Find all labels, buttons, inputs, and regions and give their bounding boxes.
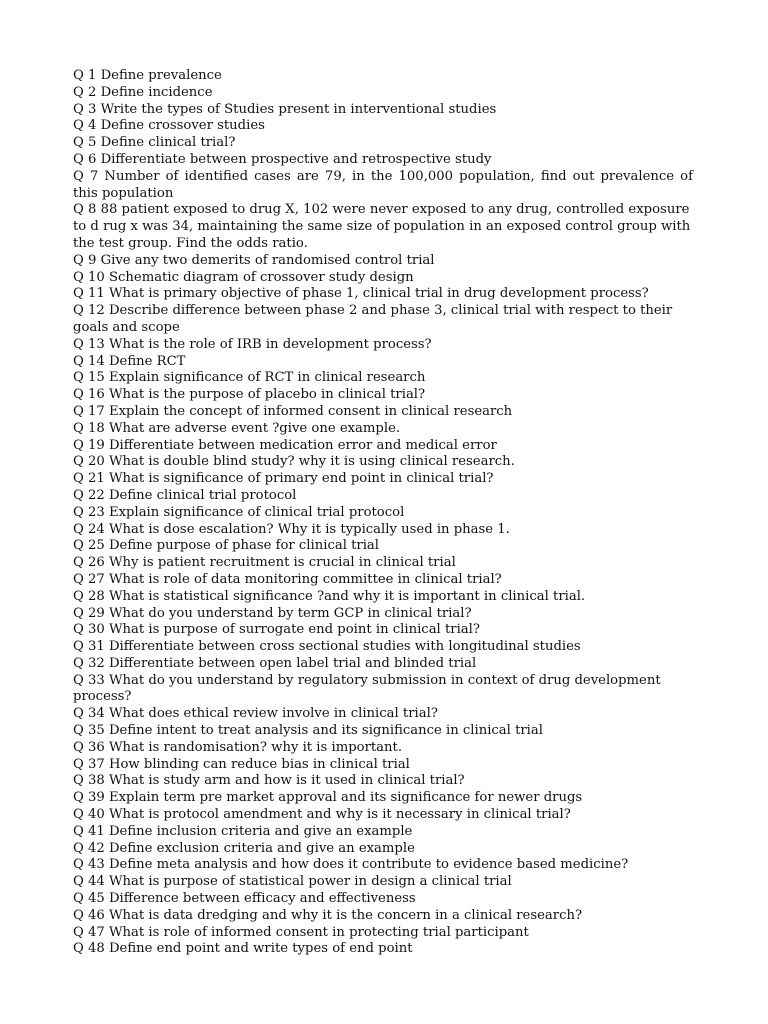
question-list — [73, 68, 693, 958]
question-15: Q 15 Explain significance of RCT in clinical research — [73, 370, 426, 386]
question-27: Q 27 What is role of data monitoring committee in clinical trial? — [73, 571, 502, 587]
question-8: Q 8 88 patient exposed to drug X, 102 were never exposed to any drug, controlled exposure to d rug x was 34, maintaining the same size of population in an exposed control group with the test group. Find the odds ratio. — [73, 202, 691, 251]
question-21: Q 21 What is significance of primary end point in clinical trial? — [73, 471, 494, 487]
question-18: Q 18 What are adverse event ?give one example. — [73, 420, 401, 436]
question-43: Q 43 Define meta analysis and how does it contribute to evidence based medicine? — [73, 857, 629, 873]
question-33: Q 33 What do you understand by regulatory submission in context of drug development process? — [73, 672, 661, 705]
question-17: Q 17 Explain the concept of informed consent in clinical research — [73, 403, 513, 419]
question-26: Q 26 Why is patient recruitment is crucial in clinical trial — [73, 555, 456, 571]
question-24: Q 24 What is dose escalation? Why it is typically used in phase 1. — [73, 521, 510, 537]
question-35: Q 35 Define intent to treat analysis and its significance in clinical trial — [73, 723, 543, 739]
question-38: Q 38 What is study arm and how is it used in clinical trial? — [73, 773, 465, 789]
question-5: Q 5 Define clinical trial? — [73, 135, 236, 151]
question-32: Q 32 Differentiate between open label trial and blinded trial — [73, 655, 477, 671]
question-12: Q 12 Describe difference between phase 2 and phase 3, clinical trial with respect to their goals and scope — [73, 303, 673, 335]
question-10: Q 10 Schematic diagram of crossover study design — [73, 269, 414, 285]
question-25: Q 25 Define purpose of phase for clinical trial — [73, 538, 380, 554]
question-29: Q 29 What do you understand by term GCP in clinical trial? — [73, 605, 472, 621]
question-14: Q 14 Define RCT — [73, 353, 186, 369]
question-20: Q 20 What is double blind study? why it is using clinical research. — [73, 454, 515, 470]
question-48: Q 48 Define end point and write types of end point — [73, 941, 413, 957]
question-19: Q 19 Differentiate between medication error and medical error — [73, 437, 497, 453]
question-31: Q 31 Differentiate between cross sectional studies with longitudinal studies — [73, 639, 581, 655]
question-34: Q 34 What does ethical review involve in clinical trial? — [73, 706, 438, 722]
question-9: Q 9 Give any two demerits of randomised control trial — [73, 252, 435, 268]
question-47: Q 47 What is role of informed consent in protecting trial participant — [73, 924, 529, 940]
question-39: Q 39 Explain term pre market approval and its significance for newer drugs — [73, 790, 583, 806]
question-11: Q 11 What is primary objective of phase 1, clinical trial in drug development process? — [73, 286, 649, 302]
question-28: Q 28 What is statistical significance ?and why it is important in clinical trial. — [73, 588, 586, 604]
question-7: Q 7 Number of identified cases are 79, in the 100,000 population, find out prevalence of this population — [73, 168, 693, 201]
question-13: Q 13 What is the role of IRB in development process? — [73, 336, 432, 352]
question-44: Q 44 What is purpose of statistical power in design a clinical trial — [73, 874, 512, 890]
question-1: Q 1 Define prevalence — [73, 68, 222, 83]
question-41: Q 41 Define inclusion criteria and give an example — [73, 823, 413, 839]
question-23: Q 23 Explain significance of clinical trial protocol — [73, 504, 405, 520]
question-36: Q 36 What is randomisation? why it is important. — [73, 739, 403, 755]
question-3: Q 3 Write the types of Studies present in interventional studies — [73, 101, 497, 117]
question-2: Q 2 Define incidence — [73, 84, 213, 100]
question-22: Q 22 Define clinical trial protocol — [73, 487, 297, 503]
question-16: Q 16 What is the purpose of placebo in clinical trial? — [73, 387, 426, 403]
question-42: Q 42 Define exclusion criteria and give an example — [73, 840, 415, 856]
question-37: Q 37 How blinding can reduce bias in clinical trial — [73, 756, 410, 772]
question-30: Q 30 What is purpose of surrogate end point in clinical trial? — [73, 622, 480, 638]
question-40: Q 40 What is protocol amendment and why is it necessary in clinical trial? — [73, 807, 571, 823]
question-45: Q 45 Difference between efficacy and effectiveness — [73, 891, 416, 907]
question-46: Q 46 What is data dredging and why it is the concern in a clinical research? — [73, 907, 583, 923]
question-4: Q 4 Define crossover studies — [73, 118, 265, 134]
question-6: Q 6 Differentiate between prospective and retrospective study — [73, 151, 492, 167]
